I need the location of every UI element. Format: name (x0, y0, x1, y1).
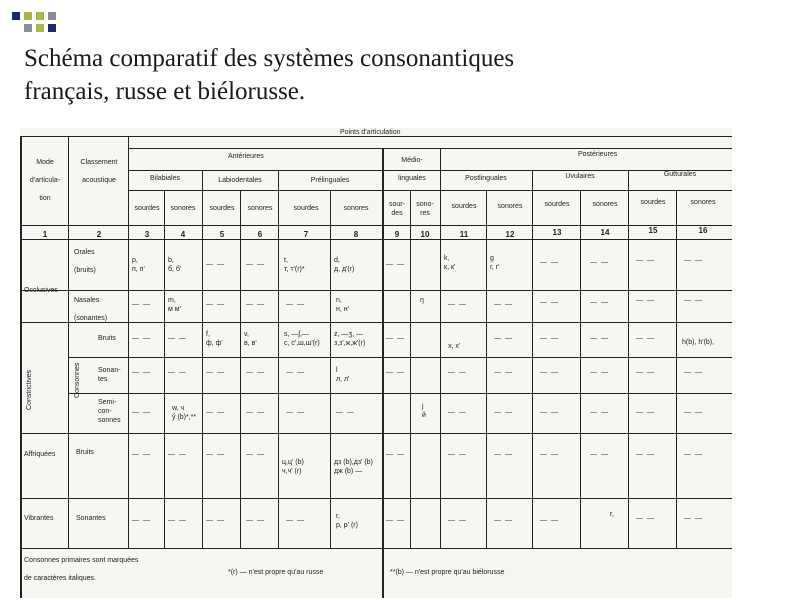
deco-square (12, 12, 20, 20)
voicing-label: sonores (247, 205, 273, 212)
cell-line: м м' (168, 306, 181, 313)
cell-empty: — — (494, 335, 513, 342)
col-number: 12 (505, 230, 515, 239)
cell-empty: — — (206, 301, 225, 308)
table-line (20, 239, 732, 240)
col-number: 11 (459, 230, 469, 239)
cell-line: v, (244, 331, 249, 338)
mode-vibrantes: Vibrantes (24, 515, 54, 522)
voicing-label-medio (412, 200, 438, 218)
cell-empty: — — (494, 369, 513, 376)
cell-empty: — — (336, 409, 355, 416)
header-class-line: Classement (80, 159, 118, 166)
voicing-label: sourdes (640, 199, 666, 206)
table-line (202, 170, 203, 548)
cell-empty: — — (636, 369, 655, 376)
class-bruits: Bruits (98, 335, 116, 342)
cell-line: дж (b) — (334, 468, 363, 475)
cell-empty: — — (206, 451, 225, 458)
footnote-line: Consonnes primaires sont marquées (24, 557, 139, 564)
voicing-label-medio (384, 200, 410, 218)
cell-line: ф, ф' (206, 340, 223, 347)
voicing-label: sourdes (544, 201, 570, 208)
class-sonantes-vib: Sonantes (76, 515, 106, 522)
sub-bilabiales: Bilabiales (150, 175, 180, 182)
cell-empty: — — (636, 451, 655, 458)
cell-empty: — — (494, 409, 513, 416)
class-line: sonnes (98, 417, 121, 424)
class-line: tes (98, 376, 108, 383)
col-number: 14 (600, 228, 610, 237)
sub-prelinguales: Prélinguales (310, 177, 350, 184)
table-line (532, 170, 533, 548)
cell-line: t, (284, 257, 288, 264)
header-medio-line: Médio- (401, 157, 423, 164)
sub-postlinguales: Postlinguales (465, 175, 507, 182)
cell-empty: — — (684, 409, 703, 416)
cell-dz (334, 458, 373, 476)
header-mode-line: Mode (36, 159, 54, 166)
table-line (68, 393, 732, 394)
cell-line: ц,ц' (b) (282, 459, 304, 466)
cell-s (284, 330, 320, 348)
cell-empty: — — (132, 335, 151, 342)
cell-line: g (490, 255, 494, 262)
cell-line: з,з',ж,ж'(r) (334, 340, 366, 347)
cell-v (244, 330, 257, 348)
cell-empty: — — (540, 259, 559, 266)
cell-empty: — — (684, 451, 703, 458)
cell-empty: — — (540, 409, 559, 416)
class-line: Semi- (98, 399, 117, 406)
cell-empty: — — (132, 517, 151, 524)
consonnes-label: Consonnes (74, 362, 81, 398)
col-number: 8 (353, 230, 359, 239)
slide-decoration (0, 0, 800, 40)
cell-empty: — — (246, 517, 265, 524)
table-line (68, 136, 69, 548)
mode-affriquees: Affriquées (24, 451, 56, 458)
cell-empty: — — (636, 297, 655, 304)
cell-h: h(b), h'(b), (682, 339, 715, 346)
cell-line: d, (334, 257, 340, 264)
cell-p (132, 256, 145, 274)
voicing-label: sonores (343, 205, 369, 212)
consonant-table (20, 128, 732, 598)
header-mode (24, 158, 66, 203)
col-number: 4 (180, 230, 186, 239)
col-number: 7 (303, 230, 309, 239)
voicing-label: sonores (170, 205, 196, 212)
class-sonantes (98, 366, 121, 384)
cell-empty: — — (636, 409, 655, 416)
footnote-primaires (24, 556, 138, 583)
cell-line: д, д'(r) (334, 266, 355, 273)
table-line (676, 190, 677, 548)
header-posterieures: Postérieures (578, 151, 618, 158)
deco-square (24, 12, 32, 20)
table-line (128, 148, 732, 149)
class-line: con- (98, 408, 112, 415)
cell-empty: — — (636, 335, 655, 342)
voicing-medio-line: sour- (389, 201, 405, 208)
table-line (128, 136, 129, 548)
cell-line: w, ч (172, 405, 185, 412)
cell-empty: — — (684, 515, 703, 522)
cell-empty: — — (132, 369, 151, 376)
cell-empty: — — (132, 301, 151, 308)
cell-empty: — — (448, 409, 467, 416)
header-mode-line: d'articula- (29, 177, 61, 184)
cell-line: т, т'(r)* (284, 266, 305, 273)
cell-r (336, 512, 358, 530)
cell-empty: — — (636, 515, 655, 522)
cell-empty: — — (590, 335, 609, 342)
table-line (278, 170, 279, 548)
cell-n (336, 296, 349, 314)
cell-line: в, в' (244, 340, 257, 347)
header-medio-line: linguales (398, 175, 426, 182)
col-number: 10 (420, 230, 430, 239)
cell-empty: — — (286, 369, 305, 376)
class-nasales (74, 296, 107, 323)
cell-line: k, (444, 255, 450, 262)
cell-line: б, б' (168, 266, 182, 273)
cell-empty: — — (590, 409, 609, 416)
mode-constrictives: Constrictives (26, 369, 33, 410)
cell-empty: — — (386, 369, 405, 376)
voicing-label: sonores (592, 201, 618, 208)
cell-line: z, —ʒ, — (334, 331, 364, 338)
col-number: 6 (257, 230, 263, 239)
table-line (20, 136, 22, 598)
cell-empty: — — (540, 451, 559, 458)
cell-line: ў (b)*,** (172, 414, 197, 421)
cell-line: п, п' (132, 266, 145, 273)
cell-k (444, 254, 455, 272)
col-number: 3 (144, 230, 150, 239)
voicing-medio-line: sono- (416, 201, 434, 208)
title-line-2: français, russe et biélorusse. (24, 78, 306, 105)
cell-eng: ŋ (420, 297, 424, 304)
table-line (486, 190, 487, 548)
cell-line: дз (b),дз' (b) (334, 459, 373, 466)
cell-empty: — — (246, 409, 265, 416)
table-line (410, 190, 411, 548)
class-line: Sonan- (98, 367, 121, 374)
cell-ts (282, 458, 304, 476)
voicing-medio-line: res (420, 210, 430, 217)
cell-line: j (422, 403, 424, 410)
header-class (72, 158, 126, 185)
table-line (20, 322, 732, 323)
cell-line: l (336, 367, 338, 374)
col-number: 1 (42, 230, 48, 239)
cell-empty: — — (246, 369, 265, 376)
cell-line: л, л' (336, 376, 350, 383)
voicing-label: sourdes (134, 205, 160, 212)
table-line (628, 170, 629, 548)
col-number: 13 (552, 228, 562, 237)
cell-empty: — — (132, 451, 151, 458)
deco-square (36, 24, 44, 32)
cell-empty: — — (448, 301, 467, 308)
cell-empty: — — (448, 517, 467, 524)
cell-empty: — — (684, 257, 703, 264)
cell-empty: — — (540, 369, 559, 376)
voicing-label: sourdes (293, 205, 319, 212)
cell-empty: — — (684, 369, 703, 376)
deco-square (48, 12, 56, 20)
cell-line: р, р' (r) (336, 522, 358, 529)
col-number: 2 (96, 230, 102, 239)
sub-labiodentales: Labiodentales (218, 177, 262, 184)
table-line (20, 433, 732, 434)
col-number: 16 (698, 226, 708, 235)
cell-empty: — — (540, 517, 559, 524)
class-line: (sonantes) (74, 315, 108, 322)
cell-empty: — — (590, 369, 609, 376)
title-line-1: Schéma comparatif des systèmes consonantiques (24, 45, 515, 72)
header-class-line: acoustique (82, 177, 116, 184)
cell-line: f, (206, 331, 210, 338)
cell-empty: — — (246, 451, 265, 458)
deco-square (24, 24, 32, 32)
cell-line: p, (132, 257, 138, 264)
cell-empty: — — (494, 517, 513, 524)
cell-x: х, х' (448, 343, 461, 350)
cell-line: r, (336, 513, 340, 520)
cell-t (284, 256, 305, 274)
table-line (240, 190, 241, 548)
footnote-russe: *(r) — n'est propre qu'au russe (228, 569, 324, 576)
cell-line: с, с',ш,ш'(r) (284, 340, 320, 347)
cell-g (490, 254, 499, 272)
cell-line: ч,ч' (r) (282, 468, 302, 475)
cell-line: н, н' (336, 306, 349, 313)
cell-empty: — — (684, 297, 703, 304)
cell-empty: — — (206, 517, 225, 524)
table-line (330, 190, 331, 548)
cell-empty: — — (590, 259, 609, 266)
cell-empty: — — (540, 335, 559, 342)
deco-square (36, 12, 44, 20)
cell-empty: — — (286, 517, 305, 524)
header-points: Points d'articulation (340, 129, 401, 136)
cell-empty: — — (494, 301, 513, 308)
cell-empty: — — (590, 299, 609, 306)
cell-empty: — — (132, 409, 151, 416)
cell-l (336, 366, 349, 384)
table-line (20, 548, 732, 549)
voicing-label: sourdes (209, 205, 235, 212)
cell-m (168, 296, 181, 314)
cell-line: n, (336, 297, 342, 304)
cell-empty: — — (286, 301, 305, 308)
table-line (68, 357, 732, 358)
col-number: 15 (648, 226, 658, 235)
cell-empty: — — (206, 369, 225, 376)
col-number: 5 (219, 230, 225, 239)
col-number: 9 (394, 230, 400, 239)
class-bruits-aff: Bruits (76, 449, 94, 456)
cell-line: й (422, 412, 426, 419)
cell-empty: — — (540, 299, 559, 306)
cell-empty: — — (168, 369, 187, 376)
cell-line: г, г' (490, 264, 500, 271)
cell-empty: — — (386, 335, 405, 342)
slide-title (24, 42, 764, 108)
voicing-label: sourdes (451, 203, 477, 210)
voicing-label: sonores (497, 203, 523, 210)
cell-f (206, 330, 223, 348)
table-line (20, 225, 732, 226)
table-line (164, 190, 165, 548)
cell-uvular-r: r, (610, 511, 614, 518)
class-line: Nasales (74, 297, 100, 304)
sub-uvulaires: Uvulaires (565, 173, 595, 180)
cell-empty: — — (386, 517, 405, 524)
cell-d (334, 256, 354, 274)
header-anterieures: Antérieures (228, 153, 264, 160)
cell-empty: — — (206, 261, 225, 268)
voicing-medio-line: des (391, 210, 403, 217)
class-semi (98, 398, 121, 425)
deco-square (48, 24, 56, 32)
cell-empty: — — (448, 451, 467, 458)
header-mode-line: tion (39, 195, 51, 202)
class-line: (bruits) (74, 267, 96, 274)
cell-empty: — — (168, 517, 187, 524)
cell-empty: — — (246, 261, 265, 268)
cell-empty: — — (168, 335, 187, 342)
cell-line: m, (168, 297, 176, 304)
mode-occlusives: Occlusives (24, 287, 58, 294)
table-line (128, 190, 732, 191)
cell-empty: — — (636, 257, 655, 264)
cell-z (334, 330, 365, 348)
cell-b (168, 256, 181, 274)
table-line (440, 148, 441, 548)
cell-empty: — — (448, 369, 467, 376)
cell-line: s, —ʃ,— (284, 331, 309, 338)
voicing-label: sonores (690, 199, 716, 206)
sub-gutturales: Gutturales (663, 171, 697, 178)
table-line (20, 498, 732, 499)
table-line (580, 190, 581, 548)
footnote-bielorusse: **(b) — n'est propre qu'au biélorusse (390, 569, 505, 576)
cell-empty: — — (206, 409, 225, 416)
header-medio (386, 156, 438, 183)
cell-line: b, (168, 257, 174, 264)
cell-empty: — — (286, 409, 305, 416)
cell-empty: — — (494, 451, 513, 458)
cell-line: к, к' (444, 264, 456, 271)
footnote-line: de caractères italiques. (24, 575, 96, 582)
cell-empty: — — (386, 261, 405, 268)
class-orales (74, 248, 96, 275)
cell-empty: — — (386, 451, 405, 458)
table-line (20, 290, 732, 291)
cell-empty: — — (168, 451, 187, 458)
cell-j (422, 402, 426, 420)
cell-empty: — — (590, 451, 609, 458)
class-line: Orales (74, 249, 95, 256)
cell-empty: — — (246, 301, 265, 308)
cell-w (172, 404, 196, 422)
